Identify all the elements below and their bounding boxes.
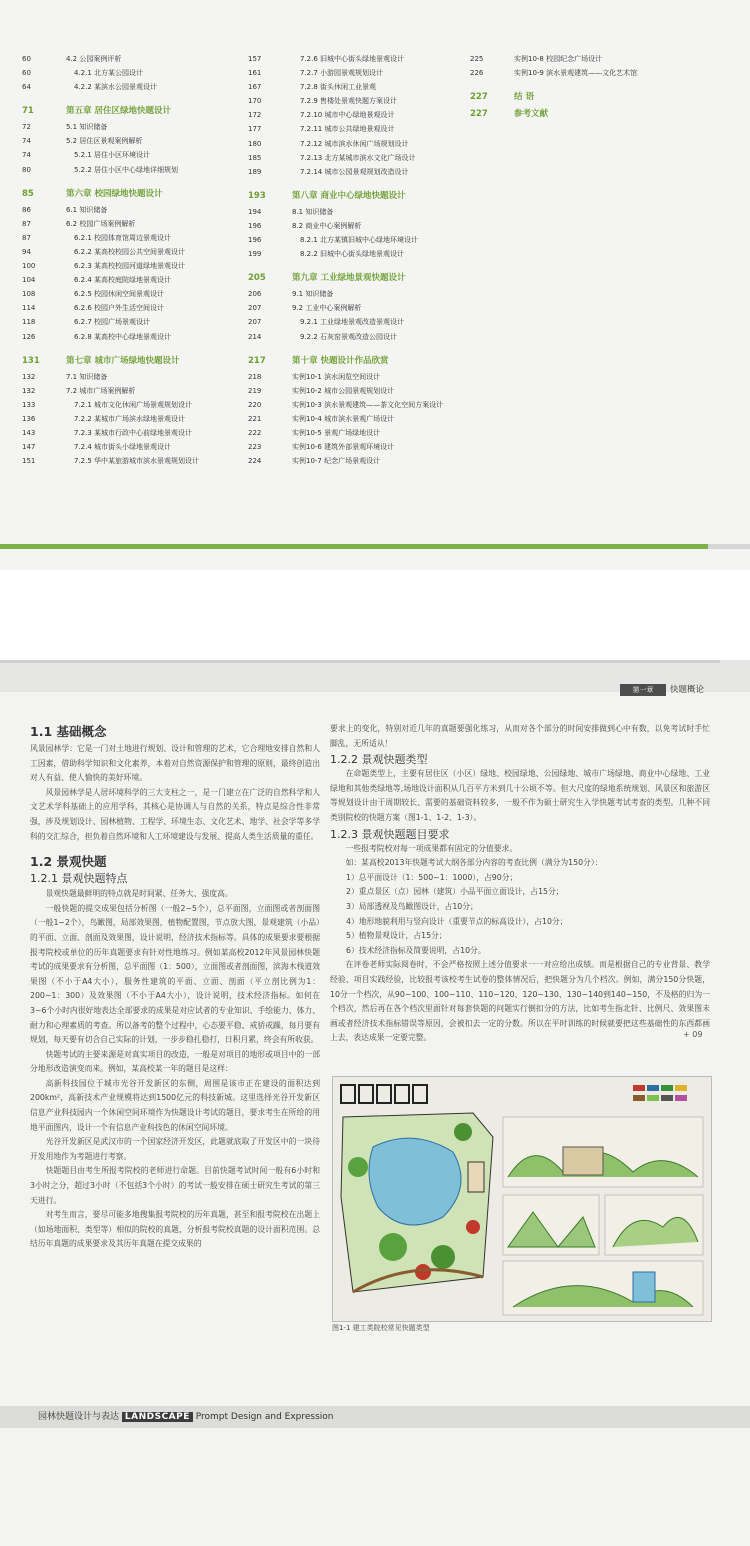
toc-page-number: 207 (248, 318, 262, 327)
toc-page-number: 74 (22, 151, 31, 160)
toc-page-number: 100 (22, 262, 36, 271)
toc-page-number: 225 (470, 55, 484, 63)
paragraph: 一些报考院校对每一项成果都有固定的分值要求。 (345, 843, 518, 853)
paragraph: 快题题目由考生所报考院校的老师进行命题。目前快题考试时间一般有6小时和3小时之分，超过3小时（不包括3个小时）的考试一般安排在硕士研究生考试的第三天进行。 (30, 1166, 320, 1205)
toc-title: 6.2 校园广场案例解析 (66, 219, 136, 228)
toc-page-number: 94 (22, 247, 31, 256)
toc-page-number: 206 (248, 290, 262, 299)
chapter-name: 快题概论 (670, 685, 705, 695)
toc-entry (470, 80, 700, 89)
toc-page-number: 86 (22, 205, 31, 214)
toc-entry (22, 370, 252, 384)
toc-entry (248, 344, 478, 353)
toc-title: 8.2.2 旧城中心街头绿地景观设计 (300, 250, 405, 259)
toc-page-number: 87 (22, 233, 31, 242)
chapter-tag: 第一章 (620, 684, 666, 696)
toc-title: 5.2.2 居住小区中心绿地详细规划 (74, 165, 179, 174)
toc-title: 7.2 城市广场案例解析 (66, 386, 136, 395)
toc-page-number: 133 (22, 400, 36, 409)
paragraph: 风景园林学是人居环境科学的三大支柱之一，是一门建立在广泛的自然科学和人文艺术学科基础上的应用学科，其核心是协调人与自然的关系，特点是综合性非常强，涉及规划设计、园林植物、工程学、环境生态、文化艺术、地学、社会学等多学科的交汇综合，担负着自然环境和人工环境建设与发展、提高人类生活质量的重任。 (30, 787, 320, 841)
toc-entry (22, 148, 252, 162)
toc-title: 7.2.12 城市滨水休闲广场规划设计 (300, 139, 409, 148)
toc-page-number: 196 (248, 221, 262, 230)
toc-title: 第五章 居住区绿地快题设计 (66, 106, 171, 117)
toc-page-number: 87 (22, 219, 31, 228)
toc-entry (470, 66, 700, 80)
toc-entry (22, 259, 252, 273)
footer-landscape: LANDSCAPE (122, 1412, 193, 1422)
toc-page-number: 224 (248, 457, 262, 466)
toc-entry (248, 205, 478, 219)
toc-page-number: 222 (248, 428, 262, 437)
toc-page-number: 223 (248, 443, 262, 452)
toc-title: 4.2.1 北方某公园设计 (74, 69, 144, 78)
toc-page-number: 193 (248, 190, 266, 201)
toc-entry (248, 179, 478, 188)
paragraph: 高新科技园位于城市光谷开发新区的东侧，周围是该市正在建设的面积达到200km²，高新技术产业规模将达到1500亿元的科技新城。这里选择光谷开发新区信息产业科技园内一个休闲空间环境作为快题设计考试的题目，要求考生在所给的用地平面图内，设计一个有信息产业科技色的休闲空间环境。 (30, 1078, 320, 1132)
toc-page-number: 189 (248, 167, 262, 176)
toc-chapter-entry (22, 103, 252, 120)
toc-title: 实例10-2 城市公园景观规划设计 (292, 386, 395, 395)
requirement-item: 2）重点景区（点）园林（建筑）小品平面立面设计，占15分； (346, 887, 564, 897)
toc-title: 9.2.2 石灰窑景观改造公园设计 (300, 332, 398, 341)
toc-entry (22, 440, 252, 454)
toc-title: 第六章 校园绿地快题设计 (66, 188, 163, 199)
toc-title: 5.2 居住区景观案例解析 (66, 137, 143, 146)
toc-page-number: 161 (248, 69, 262, 78)
toc-title: 实例10-7 纪念广场景观设计 (292, 457, 381, 466)
figure-caption: 图1-1 建工类院校常见快题类型 (332, 1324, 430, 1332)
toc-entry (22, 134, 252, 148)
toc-entry (248, 165, 478, 179)
toc-entry (248, 261, 478, 270)
toc-title: 第七章 城市广场绿地快题设计 (66, 355, 180, 366)
toc-entry (248, 80, 478, 94)
toc-entry (248, 315, 478, 329)
paragraph: 如：某高校2013年快题考试大纲各部分内容的考查比例（满分为150分）： (345, 858, 603, 868)
toc-entry (22, 66, 252, 80)
toc-divider-bar-end (708, 544, 750, 549)
toc-page-number: 132 (22, 386, 36, 395)
requirement-list (330, 871, 710, 959)
toc-title: 6.2.1 校园体育馆周边景观设计 (74, 233, 172, 242)
left-text-column (30, 722, 320, 1252)
toc-entry (22, 203, 252, 217)
toc-entry (248, 398, 478, 412)
paragraph: 在评卷老师实际阅卷时，不会严格按照上述分值要求一一对应给出成绩。而是根据自己的专业背景、教学经验、项目实践经验，比较报考该校考生试卷的整体情况后，把快题分为几个档次。例如，满分150分快题，10分一个档次，从90~100、100~110、110~120、120~130、130~140到140~150，不及格的归为一个档次，然后再在各个档次里面针对每套快题的问题实行倒扣分的方法，比如考生指北针、比例尺、效果图未画或者经济技术指标错误等原因，会被扣去一定的分数。所以在平时训练的时候就要把这些基础性的东西都画上去，表达成果一定要完整。 (330, 960, 710, 1043)
toc-entry (248, 412, 478, 426)
toc-page-number: 64 (22, 83, 31, 92)
toc-entry (248, 108, 478, 122)
toc-title: 实例10-6 建筑外部景观环境设计 (292, 443, 395, 452)
toc-entry (248, 384, 478, 398)
toc-entry (22, 177, 252, 186)
toc-entry (22, 454, 252, 468)
toc-title: 6.1 知识储备 (66, 205, 108, 214)
toc-page-number: 194 (248, 207, 262, 216)
toc-entry (22, 52, 252, 66)
toc-title: 7.2.2 某城市广场滨水绿地景观设计 (74, 414, 186, 423)
toc-entry (248, 454, 478, 468)
toc-entry (22, 412, 252, 426)
toc-page-number: 227 (470, 109, 488, 120)
toc-chapter-entry (248, 353, 478, 370)
footer-suffix: Prompt Design and Expression (195, 1412, 334, 1422)
toc-entry (22, 344, 252, 353)
toc-title: 6.2.3 某高校校园河道绿地景观设计 (74, 262, 186, 271)
heading-1-2: 1.2 景观快题 (30, 854, 107, 870)
toc-entry (22, 231, 252, 245)
toc-page-number: 80 (22, 165, 31, 174)
paragraph: 对考生而言，要尽可能多地搜集报考院校的历年真题，甚至和报考院校在出题上（如场地面积、类型等）相似的院校的真题，分析报考院校真题的设计面积范围。总结历年真题的成果要求及其历年真题在提交成果的 (30, 1210, 320, 1249)
toc-title: 第八章 商业中心绿地快题设计 (292, 190, 406, 201)
toc-page-number: 147 (22, 443, 36, 452)
page-gap (0, 570, 750, 660)
toc-entry (248, 94, 478, 108)
toc-page-number: 151 (22, 457, 36, 466)
toc-page-number: 104 (22, 276, 36, 285)
toc-chapter-entry (22, 186, 252, 203)
toc-page-number: 180 (248, 139, 262, 148)
toc-title: 参考文献 (514, 109, 549, 120)
paragraph: 要求上的变化，特别对近几年的真题要强化练习，从而对各个部分的时间安排做到心中有数，以免考试时手忙脚乱，无所适从！ (330, 724, 710, 748)
toc-entry (22, 217, 252, 231)
toc-page-number: 132 (22, 372, 36, 381)
toc-title: 7.2.1 城市文化休闲广场景观规划设计 (74, 400, 193, 409)
paragraph: 风景园林学：它是一门对土地进行规划、设计和管理的艺术，它合理地安排自然和人工因素，借助科学知识和文化素养，本着对自然资源保护和管理的原则，最终创造出对人有益、使人愉快的美好环境。 (30, 744, 320, 783)
toc-title: 7.2.7 小游园景观规划设计 (300, 69, 384, 78)
toc-page-number: 227 (470, 92, 488, 103)
toc-title: 6.2.8 某高校中心绿地景观设计 (74, 332, 172, 341)
toc-title: 4.2 公园案例评析 (66, 55, 122, 63)
toc-page-number: 207 (248, 304, 262, 313)
toc-page-number: 136 (22, 414, 36, 423)
toc-title: 实例10-9 滨水景观建筑——文化艺术馆 (514, 69, 638, 78)
toc-page-number: 221 (248, 414, 262, 423)
toc-page-number: 126 (22, 332, 36, 341)
toc-title: 6.2.7 校园广场景观设计 (74, 318, 151, 327)
toc-page-number: 157 (248, 55, 262, 63)
toc-chapter-entry (470, 106, 700, 123)
toc-entry (248, 66, 478, 80)
page-header-line (0, 660, 720, 663)
toc-title: 第十章 快题设计作品欣赏 (292, 355, 389, 366)
toc-page-number: 220 (248, 400, 262, 409)
toc-title: 实例10-3 滨水景观建筑——茶文化空间方案设计 (292, 400, 444, 409)
toc-title: 9.2 工业中心案例解析 (292, 304, 362, 313)
toc-title: 9.2.1 工业绿地景观改造景观设计 (300, 318, 405, 327)
toc-entry (248, 52, 478, 66)
toc-title: 7.2.3 某城市行政中心前绿地景观设计 (74, 428, 193, 437)
toc-entry (22, 287, 252, 301)
toc-entry (22, 384, 252, 398)
toc-column-2 (248, 52, 478, 468)
footer-title (38, 1410, 334, 1424)
toc-entry (248, 440, 478, 454)
toc-entry (22, 120, 252, 134)
toc-page-number: 177 (248, 125, 262, 134)
toc-title: 结 语 (514, 92, 534, 103)
toc-entry (22, 94, 252, 103)
toc-title: 7.2.6 旧城中心街头绿地景观设计 (300, 55, 405, 63)
toc-page-number: 185 (248, 153, 262, 162)
toc-title: 8.1 知识储备 (292, 207, 334, 216)
toc-entry (22, 330, 252, 344)
toc-page-number: 217 (248, 355, 266, 366)
toc-entry (22, 398, 252, 412)
toc-entry (22, 273, 252, 287)
toc-page-number: 214 (248, 332, 262, 341)
paragraph: 光谷开发新区是武汉市的一个国家经济开发区，此题就底取了开发区中的一块待开发用地作为考题进行考察。 (30, 1137, 320, 1161)
toc-page-number: 74 (22, 137, 31, 146)
footer-prefix: 园林快题设计与表达 (38, 1412, 120, 1422)
toc-title: 实例10-5 景观广场绿地设计 (292, 428, 381, 437)
toc-entry (248, 301, 478, 315)
toc-entry (248, 370, 478, 384)
toc-page-number: 143 (22, 428, 36, 437)
toc-column-1 (22, 52, 252, 468)
toc-chapter-entry (470, 89, 700, 106)
toc-title: 实例10-1 滨水闲览空间设计 (292, 372, 381, 381)
requirement-item: 5）植物景观设计，占15分； (346, 931, 447, 941)
toc-title: 7.1 知识储备 (66, 372, 108, 381)
toc-page-number: 71 (22, 106, 34, 117)
paragraph: 一般快题的提交成果包括分析图（一般2~5个），总平面图，立面图或者剖面图（一般1~2个），鸟瞰图，局部效果图，植物配置图，节点放大图，景观建筑（小品）的平面、立面、剖面及效果图，设计说明，经济技术指标等。具体的成果要求要根据报考院校或单位的历年真题要求有针对性地练习。例如某高校2012年风景园林快题考试的成果要求有分析图，总平面图（1：500），立面图或者剖面图，滨海木栈道效果图（不小于A4大小），服务性建筑的平面、立面、剖面（平立剖比例为1：200~1：300）及效果图（不小于A4大小），设计说明，技术经济指标。如何在3~6个小时内很好地表达全部要求的成果是对应试者的专业知识、手绘能力、体力、耐力和心理素质的考查。所以备考的整个过程中，心态要平稳、戒骄戒躁，每月要有规划，每天要有切合自己实际的计划，一步步稳扎稳打，日积月累，终会有所收获。 (30, 903, 320, 1045)
toc-title: 7.2.4 城市街头小绿地景观设计 (74, 443, 172, 452)
toc-page-number: 219 (248, 386, 262, 395)
toc-title: 7.2.5 华中某旅游城市滨水景观规划设计 (74, 457, 200, 466)
toc-chapter-entry (248, 270, 478, 287)
requirement-item: 1）总平面设计（1：500~1：1000），占90分； (346, 872, 518, 882)
paragraph: 在命题类型上，主要有居住区（小区）绿地、校园绿地、公园绿地、城市广场绿地、商业中心绿地、工业绿地和其他类绿地等,场地设计面积从几百平方米到几十公顷不等。但大尺度的绿地系统规划、风景区和旅游区等规划设计由于周期较长、需要的基础资料较多，一般不作为硕士研究生入学快题考试考查的类型。几种不同类别院校的快题方案（图1-1、1-2、1-3）。 (330, 769, 710, 822)
toc-page-number: 60 (22, 55, 31, 63)
toc-entry (22, 163, 252, 177)
toc-divider-bar (0, 544, 708, 549)
requirement-item: 4）地形地貌利用与竖向设计（重要节点的标高设计），占10分； (346, 916, 568, 926)
toc-title: 6.2.4 某高校庭院绿地景观设计 (74, 276, 172, 285)
toc-title: 6.2.2 某高校校园公共空间景观设计 (74, 247, 186, 256)
toc-page-number: 60 (22, 69, 31, 78)
toc-page-number: 118 (22, 318, 36, 327)
toc-page-number: 170 (248, 97, 262, 106)
toc-entry (248, 137, 478, 151)
requirement-item: 3）局部透视及鸟瞰图设计，占10分； (346, 901, 478, 911)
toc-title: 6.2.5 校园休闲空间景观设计 (74, 290, 165, 299)
toc-entry (22, 245, 252, 259)
toc-page-number: 205 (248, 273, 266, 284)
toc-title: 6.2.6 校园户外生活空间设计 (74, 304, 165, 313)
toc-title: 4.2.2 某滨水公园景观设计 (74, 83, 158, 92)
toc-title: 实例10-8 校园纪念广场设计 (514, 55, 603, 63)
toc-title: 8.2 商业中心案例解析 (292, 221, 362, 230)
heading-1-2-2: 1.2.2 景观快题类型 (330, 753, 428, 767)
figure-landscape-sheet (332, 1076, 712, 1322)
requirement-item: 6）技术经济指标及简要说明，占10分。 (346, 945, 486, 955)
right-text-column (330, 722, 710, 1046)
toc-entry (248, 151, 478, 165)
toc-entry (22, 301, 252, 315)
toc-entry (248, 287, 478, 301)
toc-column-3 (470, 52, 700, 123)
toc-page-number: 167 (248, 83, 262, 92)
toc-entry (22, 80, 252, 94)
toc-title: 8.2.1 北方某镇旧城中心绿地环境设计 (300, 236, 419, 245)
toc-page-number: 108 (22, 290, 36, 299)
toc-title: 7.2.10 城市中心绿地景观设计 (300, 111, 395, 120)
toc-page-number: 85 (22, 188, 34, 199)
toc-title: 第九章 工业绿地景观快题设计 (292, 273, 406, 284)
toc-title: 5.2.1 居住小区环境设计 (74, 151, 151, 160)
toc-entry (22, 315, 252, 329)
toc-entry (470, 52, 700, 66)
toc-entry (22, 426, 252, 440)
toc-page-number: 172 (248, 111, 262, 120)
figure-drawing (333, 1077, 711, 1321)
toc-page-number: 196 (248, 236, 262, 245)
toc-title: 7.2.11 城市公共绿地景观设计 (300, 125, 395, 134)
toc-title: 实例10-4 城市滨水景观广场设计 (292, 414, 395, 423)
toc-page-number: 226 (470, 69, 484, 78)
toc-entry (248, 122, 478, 136)
toc-title: 5.1 知识储备 (66, 123, 108, 132)
toc-page-number: 114 (22, 304, 36, 313)
toc-title: 7.2.9 售楼处景观快题方案设计 (300, 97, 398, 106)
toc-page-number: 131 (22, 355, 40, 366)
toc-entry (248, 426, 478, 440)
paragraph: 景观快题最鲜明的特点就是时间紧、任务大、强度高。 (45, 889, 233, 899)
toc-title: 7.2.14 城市公园景观规划改造设计 (300, 167, 409, 176)
toc-entry (248, 330, 478, 344)
heading-1-2-1: 1.2.1 景观快题特点 (30, 872, 128, 886)
toc-title: 7.2.8 街头休闲工业景观 (300, 83, 377, 92)
toc-chapter-entry (248, 188, 478, 205)
page-number: + 09 (683, 1030, 703, 1039)
toc-entry (248, 233, 478, 247)
heading-1-1: 1.1 基础概念 (30, 724, 107, 739)
paragraph: 快题考试的主要来源是对真实项目的改造，一般是对项目的地形或项目中的一部分地形改造演变而来。例如，某高校某一年的题目是这样： (30, 1049, 320, 1074)
toc-entry (248, 247, 478, 261)
toc-title: 7.2.13 北方某城市滨水文化广场设计 (300, 153, 416, 162)
toc-entry (248, 219, 478, 233)
toc-page-number: 72 (22, 123, 31, 132)
toc-title: 9.1 知识储备 (292, 290, 334, 299)
toc-chapter-entry (22, 353, 252, 370)
toc-page-number: 218 (248, 372, 262, 381)
heading-1-2-3: 1.2.3 景观快题题目要求 (330, 827, 450, 841)
toc-page-number: 199 (248, 250, 262, 259)
